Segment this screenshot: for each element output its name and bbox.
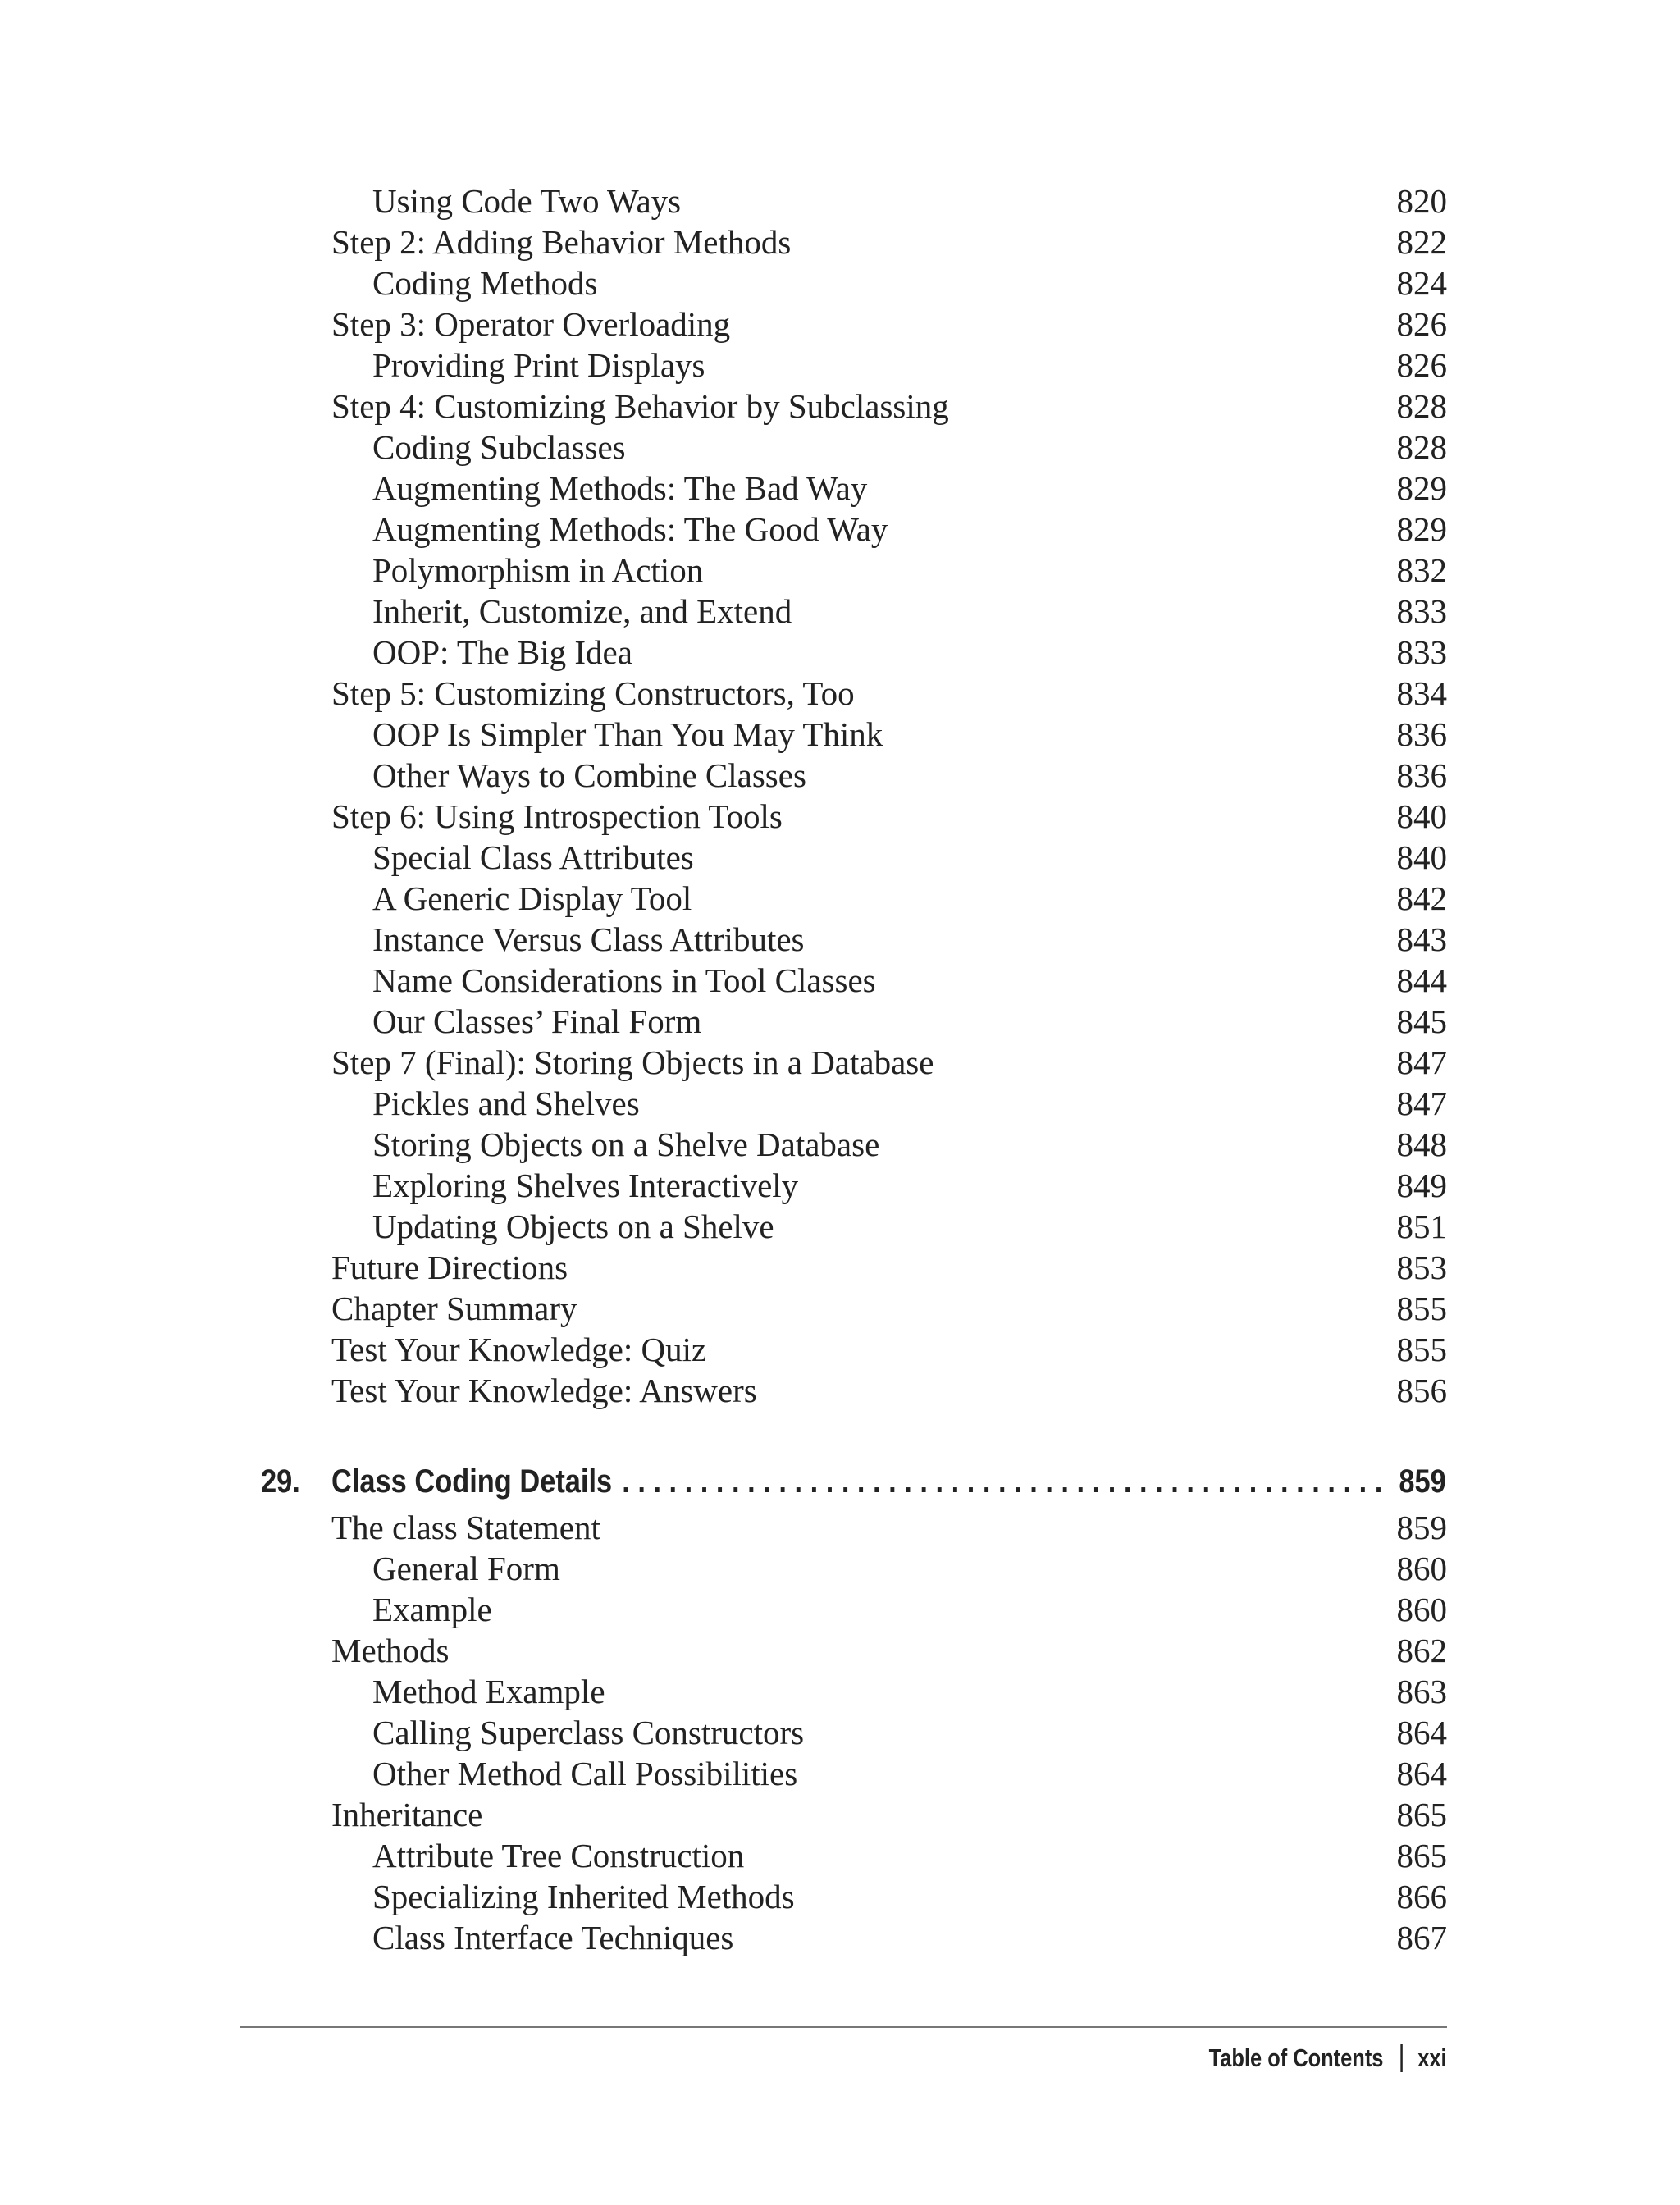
toc-entry[interactable]	[331, 468, 1447, 509]
toc-entry-page-number: 865	[1396, 1837, 1447, 1874]
toc-entry-title: Updating Objects on a Shelve	[372, 1208, 774, 1245]
chapter-line	[331, 1457, 1446, 1506]
toc-entry-title: Step 5: Customizing Constructors, Too	[331, 674, 855, 712]
toc-entry-page-number: 847	[1396, 1084, 1447, 1122]
toc-entry[interactable]	[331, 1165, 1447, 1206]
toc-entry[interactable]	[331, 386, 1447, 427]
page-footer	[1209, 2038, 1447, 2079]
toc-entry-page-number: 843	[1396, 920, 1447, 958]
footer-page-number: xxi	[1418, 2043, 1447, 2072]
toc-entry[interactable]	[331, 1001, 1447, 1042]
toc-entry-title: Test Your Knowledge: Quiz	[331, 1331, 707, 1368]
toc-entry-page-number: 865	[1396, 1796, 1447, 1833]
toc-entry-title: Calling Superclass Constructors	[372, 1714, 805, 1751]
toc-entry[interactable]	[331, 632, 1447, 673]
toc-entry[interactable]	[331, 1835, 1447, 1876]
toc-entry-page-number: 853	[1396, 1249, 1447, 1286]
toc-entry-title: Class Interface Techniques	[372, 1919, 734, 1956]
chapter-title: Class Coding Details	[331, 1463, 613, 1500]
toc-entry-page-number: 860	[1396, 1550, 1447, 1587]
toc-entry[interactable]	[331, 1589, 1447, 1630]
toc-list	[261, 180, 1447, 1958]
toc-entry-page-number: 828	[1396, 387, 1447, 425]
toc-entry[interactable]	[331, 1671, 1447, 1712]
chapter-page-number: 859	[1399, 1463, 1446, 1500]
toc-entry-page-number: 824	[1396, 264, 1447, 302]
toc-entry-title: Coding Subclasses	[372, 428, 626, 466]
toc-entry[interactable]	[331, 1507, 1447, 1548]
footer-label: Table of Contents	[1209, 2043, 1384, 2072]
toc-entry-title: Other Ways to Combine Classes	[372, 756, 806, 794]
toc-entry-page-number: 864	[1396, 1714, 1447, 1751]
chapter-heading	[261, 1457, 1446, 1506]
toc-entry[interactable]	[331, 262, 1447, 304]
toc-entry-title: Step 3: Operator Overloading	[331, 305, 731, 343]
toc-entry-page-number: 836	[1396, 715, 1447, 753]
toc-entry-title: Chapter Summary	[331, 1290, 578, 1327]
toc-entry-title: Attribute Tree Construction	[372, 1837, 745, 1874]
toc-entry-page-number: 826	[1396, 346, 1447, 384]
toc-entry-page-number: 834	[1396, 674, 1447, 712]
toc-entry-page-number: 826	[1396, 305, 1447, 343]
toc-entry[interactable]	[331, 1206, 1447, 1247]
toc-entry-page-number: 829	[1396, 510, 1447, 548]
toc-entry[interactable]	[331, 1630, 1447, 1671]
toc-entry-page-number: 863	[1396, 1673, 1447, 1710]
toc-entry-title: The class Statement	[331, 1509, 600, 1546]
toc-entry-title: A Generic Display Tool	[372, 879, 692, 917]
toc-entry-page-number: 867	[1396, 1919, 1447, 1956]
toc-entry-page-number: 855	[1396, 1331, 1447, 1368]
toc-entry-title: Exploring Shelves Interactively	[372, 1166, 799, 1204]
toc-entry[interactable]	[331, 1548, 1447, 1589]
toc-entry-page-number: 844	[1396, 961, 1447, 999]
toc-entry-page-number: 859	[1396, 1509, 1447, 1546]
toc-entry-title: Special Class Attributes	[372, 838, 694, 876]
toc-entry[interactable]	[331, 1917, 1447, 1958]
toc-entry-title: Coding Methods	[372, 264, 598, 302]
toc-entry[interactable]	[331, 1753, 1447, 1794]
toc-entry-page-number: 820	[1396, 182, 1447, 220]
toc-entry[interactable]	[331, 1247, 1447, 1288]
toc-entry-page-number: 847	[1396, 1043, 1447, 1081]
toc-entry-title: Step 4: Customizing Behavior by Subclassing	[331, 387, 949, 425]
toc-entry-page-number: 860	[1396, 1591, 1447, 1628]
toc-entry[interactable]	[331, 509, 1447, 550]
toc-entry[interactable]	[331, 755, 1447, 796]
toc-entry-page-number: 856	[1396, 1372, 1447, 1409]
toc-entry[interactable]	[331, 345, 1447, 386]
toc-entry-title: Example	[372, 1591, 492, 1628]
toc-entry-page-number: 832	[1396, 551, 1447, 589]
toc-entry-title: Pickles and Shelves	[372, 1084, 640, 1122]
toc-entry-title: Step 2: Adding Behavior Methods	[331, 223, 792, 261]
toc-entry-title: Method Example	[372, 1673, 605, 1710]
toc-entry-title: Step 7 (Final): Storing Objects in a Database	[331, 1043, 934, 1081]
toc-entry[interactable]	[331, 919, 1447, 960]
toc-entry[interactable]	[331, 714, 1447, 755]
toc-entry[interactable]	[331, 1876, 1447, 1917]
toc-entry-page-number: 840	[1396, 797, 1447, 835]
toc-entry-title: Augmenting Methods: The Good Way	[372, 510, 888, 548]
toc-entry-title: Specializing Inherited Methods	[372, 1878, 795, 1915]
toc-entry-page-number: 855	[1396, 1290, 1447, 1327]
toc-entry-page-number: 849	[1396, 1166, 1447, 1204]
toc-entry[interactable]	[331, 1124, 1447, 1165]
toc-entry[interactable]	[331, 180, 1447, 221]
toc-entry-page-number: 829	[1396, 469, 1447, 507]
toc-entry[interactable]	[331, 960, 1447, 1001]
toc-entry-page-number: 836	[1396, 756, 1447, 794]
toc-entry-title: Our Classes’ Final Form	[372, 1002, 702, 1040]
toc-entry[interactable]	[331, 221, 1447, 262]
toc-entry-page-number: 833	[1396, 592, 1447, 630]
toc-entry-title: Inherit, Customize, and Extend	[372, 592, 792, 630]
toc-entry-page-number: 864	[1396, 1755, 1447, 1792]
toc-section-bottom	[331, 1507, 1447, 1958]
toc-entry-title: Polymorphism in Action	[372, 551, 704, 589]
toc-entry-page-number: 851	[1396, 1208, 1447, 1245]
toc-entry[interactable]	[331, 591, 1447, 632]
toc-entry-title: Future Directions	[331, 1249, 568, 1286]
toc-entry[interactable]	[331, 837, 1447, 878]
toc-entry-page-number: 840	[1396, 838, 1447, 876]
toc-entry[interactable]	[331, 1083, 1447, 1124]
toc-entry-title: Methods	[331, 1632, 450, 1669]
toc-entry[interactable]	[331, 304, 1447, 345]
toc-entry-page-number: 848	[1396, 1125, 1447, 1163]
toc-entry[interactable]	[331, 1329, 1447, 1370]
toc-entry-title: Test Your Knowledge: Answers	[331, 1372, 757, 1409]
toc-entry-title: Storing Objects on a Shelve Database	[372, 1125, 880, 1163]
toc-entry-title: Augmenting Methods: The Bad Way	[372, 469, 868, 507]
toc-entry[interactable]	[331, 1712, 1447, 1753]
dot-leader	[622, 1457, 1389, 1506]
toc-entry[interactable]	[331, 796, 1447, 837]
toc-entry[interactable]	[331, 1794, 1447, 1835]
toc-entry[interactable]	[331, 1370, 1447, 1411]
toc-entry-page-number: 833	[1396, 633, 1447, 671]
toc-section-top	[331, 180, 1447, 1411]
toc-entry-title: Providing Print Displays	[372, 346, 705, 384]
toc-entry-page-number: 822	[1396, 223, 1447, 261]
toc-entry[interactable]	[331, 1288, 1447, 1329]
toc-entry-page-number: 862	[1396, 1632, 1447, 1669]
toc-entry-title: OOP: The Big Idea	[372, 633, 632, 671]
toc-entry-page-number: 828	[1396, 428, 1447, 466]
footer-rule	[240, 2026, 1447, 2028]
toc-entry-page-number: 866	[1396, 1878, 1447, 1915]
toc-entry-title: General Form	[372, 1550, 560, 1587]
toc-entry-page-number: 845	[1396, 1002, 1447, 1040]
toc-entry-title: Name Considerations in Tool Classes	[372, 961, 876, 999]
toc-entry-title: Other Method Call Possibilities	[372, 1755, 798, 1792]
toc-entry-title: Using Code Two Ways	[372, 182, 682, 220]
toc-entry-page-number: 842	[1396, 879, 1447, 917]
toc-entry[interactable]	[331, 550, 1447, 591]
toc-entry-title: OOP Is Simpler Than You May Think	[372, 715, 883, 753]
toc-entry-title: Step 6: Using Introspection Tools	[331, 797, 783, 835]
toc-entry[interactable]	[331, 673, 1447, 714]
chapter-number: 29.	[261, 1463, 300, 1500]
toc-entry[interactable]	[331, 1042, 1447, 1083]
toc-entry-title: Instance Versus Class Attributes	[372, 920, 805, 958]
toc-entry-title: Inheritance	[331, 1796, 483, 1833]
toc-entry[interactable]	[331, 878, 1447, 919]
toc-entry[interactable]	[331, 427, 1447, 468]
footer-separator	[1401, 2044, 1403, 2072]
